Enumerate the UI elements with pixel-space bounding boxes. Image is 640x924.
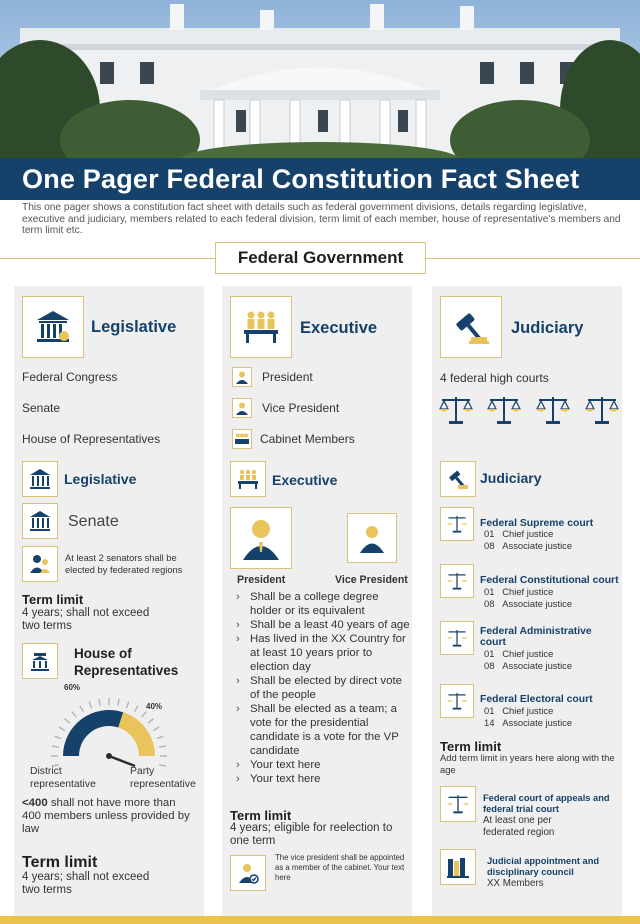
senate-note: At least 2 senators shall be elected by federated regions <box>65 553 183 575</box>
scales-of-justice-icon <box>487 397 521 424</box>
judiciary-subtitle: Judiciary <box>480 470 542 486</box>
appeals-title: Federal court of appeals and federal trial court <box>483 793 610 814</box>
executive-term-text: 4 years; eligible for reelection to one term <box>230 822 393 847</box>
requirement-item: › Shall be a least 40 years of age <box>236 618 412 632</box>
house-icon <box>22 643 58 679</box>
title-bar <box>0 158 640 200</box>
court-count: 08 <box>484 540 495 551</box>
gauge-left-percent: 60% <box>64 683 81 692</box>
requirement-item: › Has lived in the XX Country for at least 10 years prior to election day <box>236 632 412 674</box>
house-members-text: shall not have more than 400 members unless provided by law <box>22 797 190 835</box>
scales-of-justice-icon <box>439 397 473 424</box>
court-count: 01 <box>484 586 495 597</box>
vice-president-icon <box>347 513 397 563</box>
court-detail <box>484 586 553 597</box>
court-scale-icon <box>440 564 474 598</box>
books-icon <box>440 849 476 885</box>
vice-president-note: The vice president shall be appointed as a member of the cabinet. Your text here <box>275 853 405 882</box>
gauge-needle <box>109 756 135 766</box>
disciplinary-title: Judicial appointment and disciplinary council <box>487 856 600 877</box>
hero-image <box>0 0 640 160</box>
house-term-text: 4 years; shall not exceed two terms <box>22 871 150 896</box>
house-term-heading: Term limit <box>22 854 98 871</box>
court-count: 01 <box>484 705 495 716</box>
legislative-subtitle: Legislative <box>64 471 137 487</box>
court-detail <box>484 660 572 671</box>
gauge-district-arc <box>63 710 123 756</box>
vice-president-small-icon <box>232 398 252 418</box>
gauge-right-percent: 40% <box>146 702 163 711</box>
legislative-term-text: 4 years; shall not exceed two terms <box>22 607 150 632</box>
court-count: 01 <box>484 528 495 539</box>
executive-subtitle: Executive <box>272 472 338 488</box>
court-role: Associate justice <box>502 717 573 728</box>
court-detail <box>484 717 572 728</box>
judiciary-term-heading: Term limit <box>440 739 502 754</box>
court-detail <box>484 528 553 539</box>
federal-high-courts: 4 federal high courts <box>440 371 549 385</box>
court-count: 01 <box>484 648 495 659</box>
court-name: Federal Electoral court <box>480 694 593 705</box>
senate-title: Senate <box>68 513 119 530</box>
requirement-item: › Shall be elected by direct vote of the people <box>236 674 412 702</box>
court-role: Chief justice <box>502 705 554 716</box>
president-requirements-list <box>236 590 412 786</box>
executive-title: Executive <box>300 319 378 337</box>
court-count: 08 <box>484 660 495 671</box>
court-role: Associate justice <box>502 540 573 551</box>
court-name: Federal Supreme court <box>480 518 594 529</box>
page-title: One Pager Federal Constitution Fact Sheet <box>22 164 580 194</box>
disciplinary-text: XX Members <box>487 878 544 889</box>
court-detail <box>484 648 553 659</box>
scales-of-justice-icon <box>536 397 570 424</box>
legislative-term-heading: Term limit <box>22 592 84 607</box>
gauge-hub <box>106 753 112 759</box>
representative-gauge <box>34 680 184 770</box>
president-small-icon <box>232 367 252 387</box>
requirement-item: › Your text here <box>236 758 412 772</box>
cabinet-small-icon <box>232 429 252 449</box>
court-role: Chief justice <box>502 648 554 659</box>
court-role: Associate justice <box>502 598 573 609</box>
house-members-note <box>22 797 192 836</box>
requirement-item: › Your text here <box>236 772 412 786</box>
appeals-scale-icon <box>440 786 476 822</box>
cabinet-icon-small <box>230 461 266 497</box>
scales-of-justice-icon <box>585 397 619 424</box>
executive-item-cabinet: Cabinet Members <box>260 432 355 446</box>
court-scale-icon <box>440 507 474 541</box>
gauge-party-arc <box>118 712 155 756</box>
gauge-left-label: District representative <box>30 766 96 790</box>
bottom-accent-band <box>0 916 640 924</box>
court-name: Federal Constitutional court <box>480 575 619 586</box>
executive-item-president: President <box>262 370 313 384</box>
vice-president-label: Vice President <box>335 574 408 586</box>
section-label-federal-government: Federal Government <box>215 242 426 274</box>
capitol-small-icon <box>22 461 58 497</box>
gauge-right-label: Party representative <box>130 766 196 790</box>
legislative-item-congress: Federal Congress <box>22 370 118 384</box>
legislative-item-senate: Senate <box>22 401 61 415</box>
court-role: Associate justice <box>502 660 573 671</box>
capitol-icon <box>22 296 84 358</box>
court-count: 08 <box>484 598 495 609</box>
judiciary-title: Judiciary <box>511 319 584 337</box>
court-name: Federal Administrative court <box>480 626 592 648</box>
president-icon <box>230 507 292 569</box>
intro-text: This one pager shows a constitution fact sheet with details such as federal government divisions, details regarding legislative, executive and judiciary, members related to each federal division, term limit of each member, house of representative's members and term limit etc. <box>22 202 621 237</box>
gavel-icon <box>440 296 502 358</box>
requirement-item: › Shall be elected as a team; a vote for the presidential candidate is a vote for the VP candidate <box>236 702 412 758</box>
legislative-title: Legislative <box>91 318 177 336</box>
people-icon <box>22 546 58 582</box>
scales-row <box>438 393 622 427</box>
house-title: House of Representatives <box>74 646 179 678</box>
court-detail <box>484 705 553 716</box>
court-detail <box>484 598 572 609</box>
president-label: President <box>237 574 286 586</box>
court-scale-icon <box>440 621 474 655</box>
house-members-count: <400 <box>22 797 48 809</box>
executive-item-vice-president: Vice President <box>262 401 340 415</box>
requirement-item: › Shall be a college degree holder or its equivalent <box>236 590 412 618</box>
court-role: Chief justice <box>502 586 554 597</box>
legislative-item-house: House of Representatives <box>22 432 161 446</box>
gavel-small-icon <box>440 461 476 497</box>
court-scale-icon <box>440 684 474 718</box>
executive-term-heading: Term limit <box>230 808 292 823</box>
court-detail <box>484 540 572 551</box>
court-count: 14 <box>484 717 495 728</box>
judiciary-term-text: Add term limit in years here along with the age <box>440 752 615 775</box>
court-role: Chief justice <box>502 528 554 539</box>
senate-icon <box>22 503 58 539</box>
appointment-icon <box>230 855 266 891</box>
cabinet-icon <box>230 296 292 358</box>
appeals-text: At least one per federated region <box>483 815 555 838</box>
